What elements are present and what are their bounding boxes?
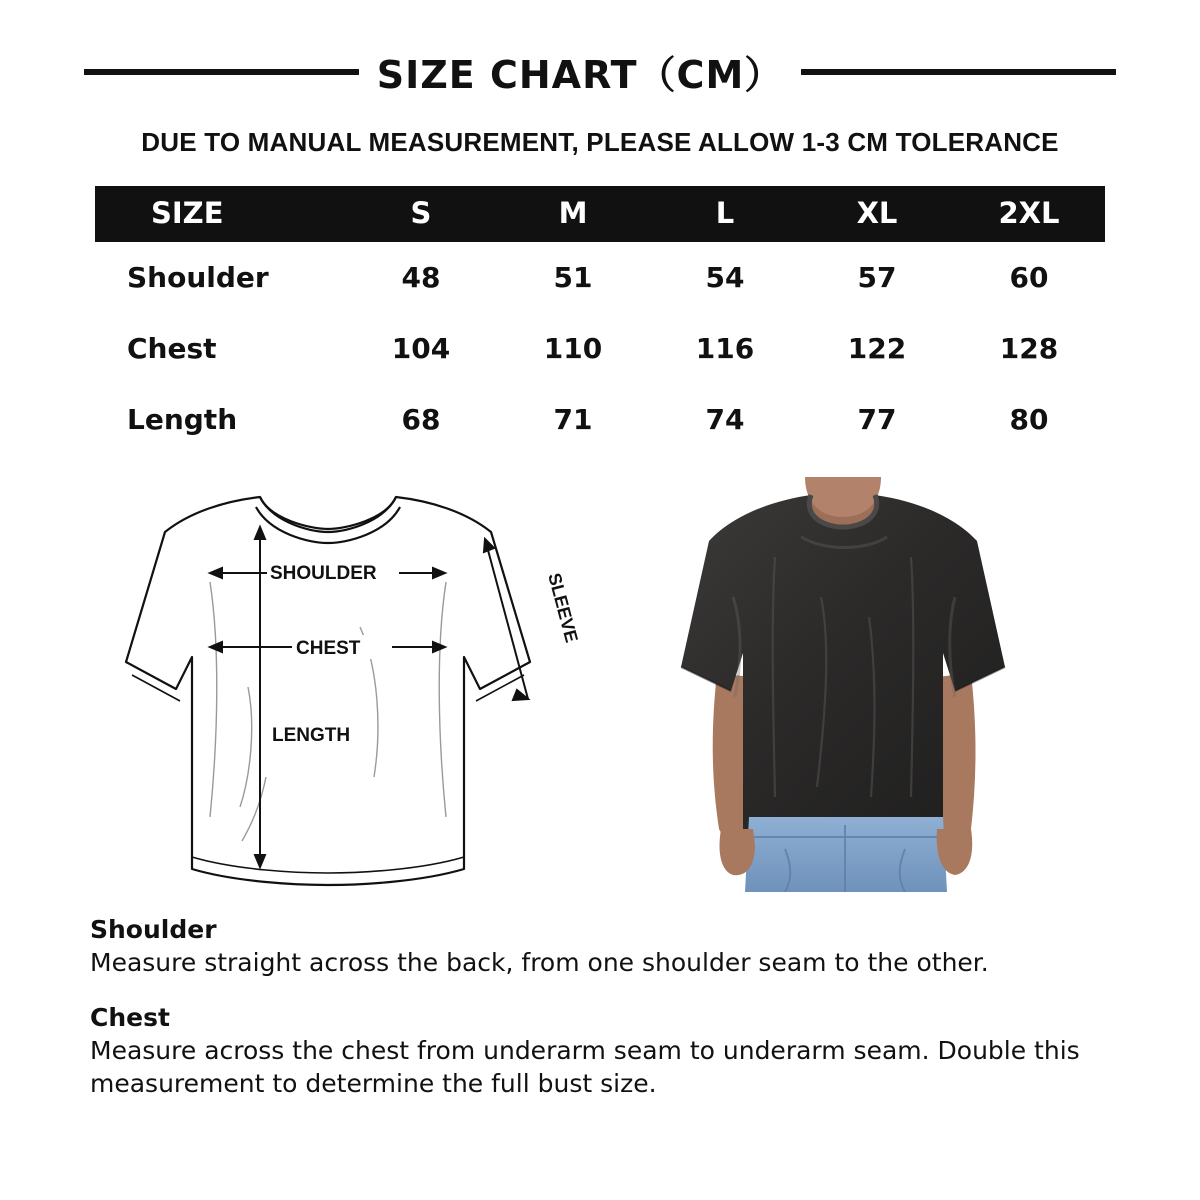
cell-shoulder-m: 51 (553, 261, 593, 294)
column-header-xl: XL (801, 186, 953, 242)
cell-chest-l: 116 (695, 332, 755, 365)
column-header-l: L (649, 186, 801, 242)
column-header-m: M (497, 186, 649, 242)
note-chest (90, 1003, 1110, 1100)
note-title-chest: Chest (90, 1003, 170, 1032)
note-body-chest: Measure across the chest from underarm seam to underarm seam. Double this measurement to determine the full bust size. (90, 1036, 1080, 1098)
row-label-length: Length (127, 403, 238, 436)
row-label-chest: Chest (127, 332, 217, 365)
size-table-body (95, 242, 1105, 455)
measurement-notes (0, 897, 1200, 1100)
column-header-size: SIZE (95, 186, 345, 242)
table-row (95, 384, 1105, 455)
cell-shoulder-2xl: 60 (1009, 261, 1049, 294)
page-title: SIZE CHART（CM） (376, 53, 784, 97)
table-header-row (95, 186, 1105, 242)
cell-length-xl: 77 (857, 403, 897, 436)
cell-shoulder-l: 54 (705, 261, 745, 294)
column-header-s: S (345, 186, 497, 242)
cell-length-2xl: 80 (1009, 403, 1049, 436)
cell-shoulder-xl: 57 (857, 261, 897, 294)
model-illustration (625, 477, 1065, 892)
cell-chest-xl: 122 (847, 332, 907, 365)
note-shoulder (90, 915, 1110, 979)
header-rule-left (84, 69, 359, 75)
note-title-shoulder: Shoulder (90, 915, 217, 944)
header (0, 0, 1200, 99)
column-header-2xl: 2XL (953, 186, 1105, 242)
tshirt-diagram (60, 477, 600, 897)
row-label-shoulder: Shoulder (127, 261, 269, 294)
diagram-label-sleeve: SLEEVE (544, 570, 582, 645)
table-row (95, 242, 1105, 313)
tshirt-line-drawing (60, 477, 600, 897)
model-photo-frame (625, 477, 1065, 892)
cell-length-s: 68 (401, 403, 441, 436)
diagram-label-shoulder: SHOULDER (270, 563, 377, 584)
note-body-shoulder: Measure straight across the back, from one shoulder seam to the other. (90, 948, 989, 977)
size-table (95, 186, 1105, 455)
diagram-label-chest: CHEST (296, 638, 361, 659)
cell-chest-s: 104 (391, 332, 451, 365)
cell-chest-m: 110 (543, 332, 603, 365)
size-table-head (95, 186, 1105, 242)
diagram-label-length: LENGTH (272, 725, 351, 746)
cell-chest-2xl: 128 (999, 332, 1059, 365)
header-rule-right (801, 69, 1116, 75)
cell-length-m: 71 (553, 403, 593, 436)
size-table-wrapper (95, 186, 1105, 455)
model-photo (600, 477, 1140, 897)
figures-row (0, 477, 1200, 897)
cell-shoulder-s: 48 (401, 261, 441, 294)
tolerance-note: DUE TO MANUAL MEASUREMENT, PLEASE ALLOW 1-3 CM TOLERANCE (141, 127, 1059, 157)
table-row (95, 313, 1105, 384)
cell-length-l: 74 (705, 403, 745, 436)
